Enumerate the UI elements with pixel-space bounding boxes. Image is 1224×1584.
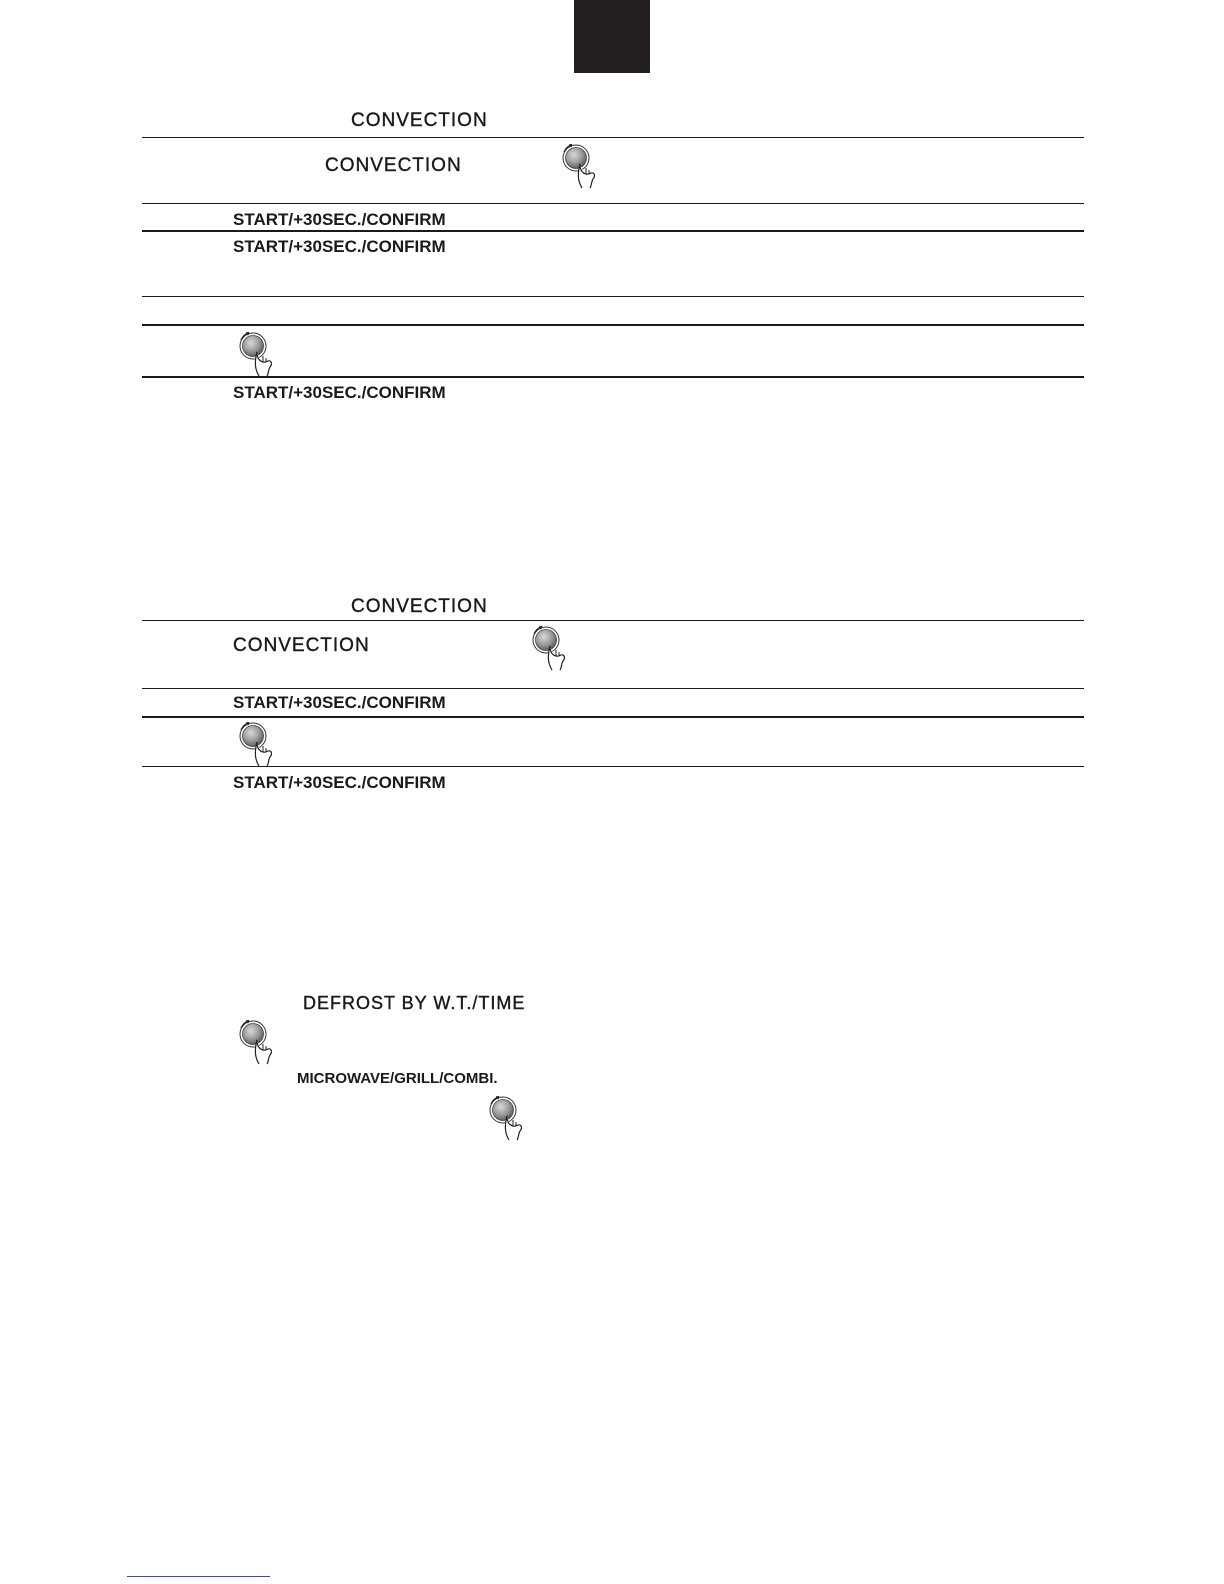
divider	[142, 766, 1084, 767]
divider	[142, 203, 1084, 204]
footer-rule	[127, 1576, 270, 1577]
start-confirm-button-label: START/+30SEC./CONFIRM	[233, 773, 446, 792]
divider	[142, 137, 1084, 138]
start-confirm-button-label: START/+30SEC./CONFIRM	[233, 693, 446, 712]
start-confirm-button-label: START/+30SEC./CONFIRM	[233, 210, 446, 229]
divider	[142, 716, 1084, 718]
divider	[142, 688, 1084, 689]
section-b-heading: CONVECTION	[351, 596, 488, 617]
divider	[142, 296, 1084, 297]
rotary-knob-icon	[487, 1094, 527, 1142]
rotary-knob-icon	[237, 1018, 277, 1066]
divider	[142, 230, 1084, 232]
divider	[142, 620, 1084, 621]
convection-button-label: CONVECTION	[233, 635, 370, 656]
mode-button-label: MICROWAVE/GRILL/COMBI.	[297, 1070, 498, 1087]
divider	[142, 324, 1084, 326]
defrost-button-label: DEFROST BY W.T./TIME	[303, 993, 526, 1013]
convection-button-label: CONVECTION	[325, 155, 462, 176]
section-a-heading: CONVECTION	[351, 110, 488, 131]
divider	[142, 376, 1084, 378]
rotary-knob-icon	[237, 330, 277, 378]
rotary-knob-icon	[530, 624, 570, 672]
rotary-knob-icon	[560, 142, 600, 190]
start-confirm-button-label: START/+30SEC./CONFIRM	[233, 383, 446, 402]
start-confirm-button-label: START/+30SEC./CONFIRM	[233, 237, 446, 256]
rotary-knob-icon	[237, 720, 277, 768]
page-tab-marker	[574, 0, 650, 73]
